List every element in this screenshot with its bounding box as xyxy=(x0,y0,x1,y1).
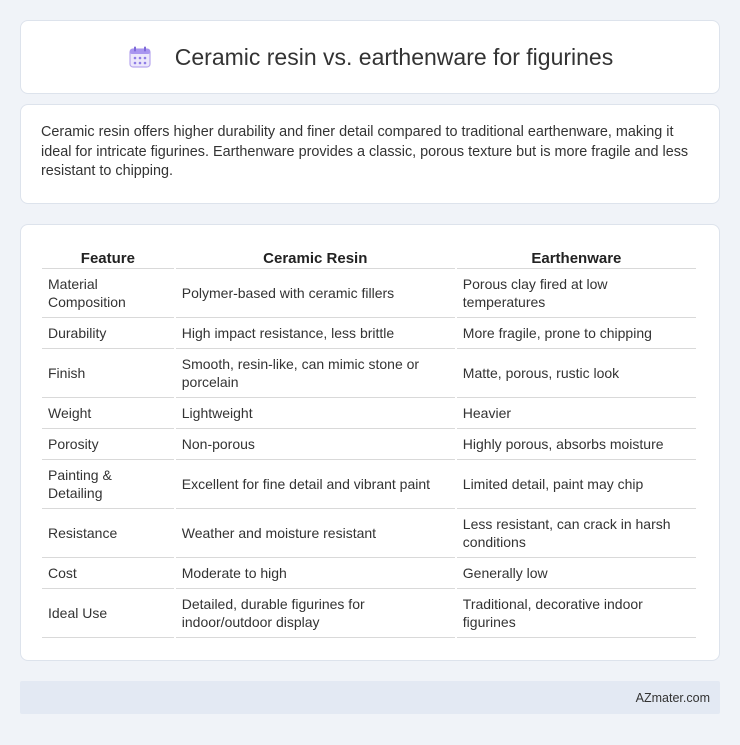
feature-cell: Painting & Detailing xyxy=(42,460,174,509)
ceramic-resin-cell: Detailed, durable figurines for indoor/outdoor display xyxy=(176,589,455,638)
summary-card xyxy=(20,104,720,204)
earthenware-cell: More fragile, prone to chipping xyxy=(457,318,696,349)
earthenware-cell: Porous clay fired at low temperatures xyxy=(457,269,696,318)
title-card xyxy=(20,20,720,94)
table-row xyxy=(42,558,696,589)
feature-cell: Material Composition xyxy=(42,269,174,318)
table-row xyxy=(42,589,696,638)
earthenware-cell: Matte, porous, rustic look xyxy=(457,349,696,398)
earthenware-cell: Limited detail, paint may chip xyxy=(457,460,696,509)
ceramic-resin-cell: Lightweight xyxy=(176,398,455,429)
feature-cell: Resistance xyxy=(42,509,174,558)
table-row xyxy=(42,460,696,509)
footer-brand: AZmater.com xyxy=(635,690,710,705)
table-row xyxy=(42,349,696,398)
feature-cell: Finish xyxy=(42,349,174,398)
feature-cell: Durability xyxy=(42,318,174,349)
ceramic-resin-cell: Smooth, resin-like, can mimic stone or porcelain xyxy=(176,349,455,398)
earthenware-cell: Highly porous, absorbs moisture xyxy=(457,429,696,460)
header-ceramic-resin: Ceramic Resin xyxy=(176,245,455,269)
table-row xyxy=(42,269,696,318)
ceramic-resin-cell: Excellent for fine detail and vibrant paint xyxy=(176,460,455,509)
summary-text: Ceramic resin offers higher durability and finer detail compared to traditional earthenware, making it ideal for intricate figurines. Earthenware provides a classic, porous texture but is more fragile and less resistant to chipping. xyxy=(41,124,689,179)
ceramic-resin-cell: Polymer-based with ceramic fillers xyxy=(176,269,455,318)
comparison-table-card xyxy=(20,224,720,661)
footer xyxy=(20,681,720,714)
comparison-table xyxy=(40,245,698,638)
feature-cell: Cost xyxy=(42,558,174,589)
table-row xyxy=(42,429,696,460)
ceramic-resin-cell: Moderate to high xyxy=(176,558,455,589)
table-header-row xyxy=(42,245,696,269)
ceramic-resin-cell: Non-porous xyxy=(176,429,455,460)
feature-cell: Weight xyxy=(42,398,174,429)
table-row xyxy=(42,509,696,558)
feature-cell: Porosity xyxy=(42,429,174,460)
ceramic-resin-cell: Weather and moisture resistant xyxy=(176,509,455,558)
earthenware-cell: Generally low xyxy=(457,558,696,589)
header-earthenware: Earthenware xyxy=(457,245,696,269)
earthenware-cell: Less resistant, can crack in harsh conditions xyxy=(457,509,696,558)
table-row xyxy=(42,318,696,349)
feature-cell: Ideal Use xyxy=(42,589,174,638)
ceramic-resin-cell: High impact resistance, less brittle xyxy=(176,318,455,349)
earthenware-cell: Traditional, decorative indoor figurines xyxy=(457,589,696,638)
calendar-icon xyxy=(127,44,153,70)
page-title: Ceramic resin vs. earthenware for figurines xyxy=(174,43,614,70)
earthenware-cell: Heavier xyxy=(457,398,696,429)
table-row xyxy=(42,398,696,429)
header-feature: Feature xyxy=(42,245,174,269)
